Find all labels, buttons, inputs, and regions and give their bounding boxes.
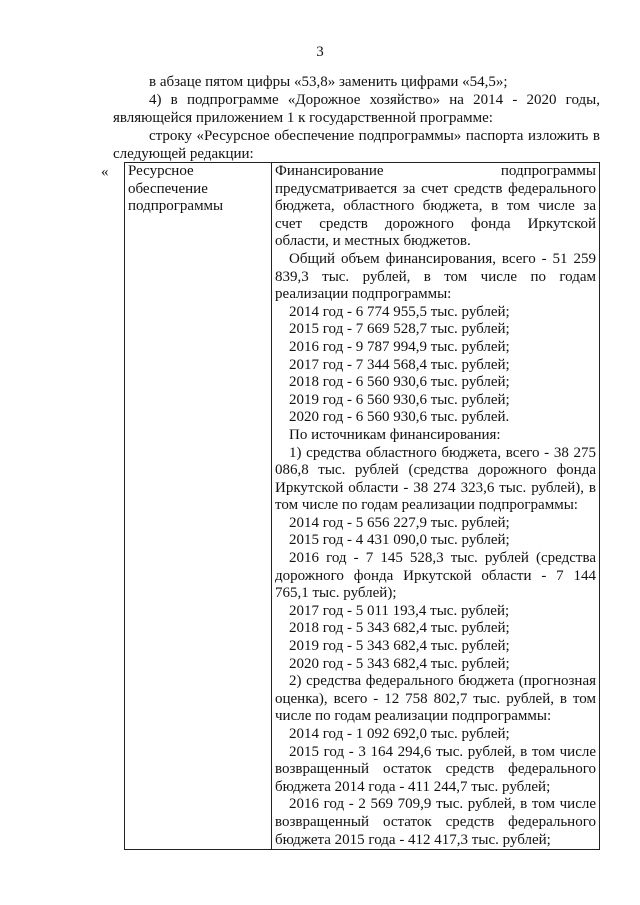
- table-row: [125, 163, 600, 850]
- content-line: 1) средства областного бюджета, всего - 38 275 086,8 тыс. рублей (средства дорожного фонда Иркутской области - 38 274 323,6 тыс. рублей), в том числе по годам реализации подпрограммы:: [275, 444, 596, 514]
- content-line: 2016 год - 2 569 709,9 тыс. рублей, в том числе возвращенный остаток средств федерального бюджета 2015 года - 412 417,3 тыс. рублей;: [275, 796, 596, 848]
- content-line: 2016 год - 7 145 528,3 тыс. рублей (средства дорожного фонда Иркутской области - 7 144 765,1 тыс. рублей);: [275, 550, 596, 602]
- content-line: 2015 год - 4 431 090,0 тыс. рублей;: [289, 532, 510, 549]
- content-line: 2) средства федерального бюджета (прогнозная оценка), всего - 12 758 802,7 тыс. рублей, в том числе по годам реализации подпрограммы:: [275, 673, 596, 725]
- content-line: 2018 год - 6 560 930,6 тыс. рублей;: [289, 374, 510, 391]
- content-line: 2014 год - 1 092 692,0 тыс. рублей;: [289, 726, 510, 742]
- content-line: 2017 год - 7 344 568,4 тыс. рублей;: [289, 356, 510, 373]
- resource-table: [124, 162, 600, 850]
- content-line: 2020 год - 5 343 682,4 тыс. рублей;: [289, 655, 510, 672]
- content-line: 2019 год - 5 343 682,4 тыс. рублей;: [289, 638, 510, 655]
- content-line: 2020 год - 6 560 930,6 тыс. рублей.: [289, 409, 510, 426]
- content-line: Общий объем финансирования, всего - 51 259 839,3 тыс. рублей, в том числе по годам реализации подпрограммы:: [275, 250, 596, 303]
- paragraph-1: в абзаце пятом цифры «53,8» заменить цифрами «54,5»;: [149, 74, 508, 90]
- content-line: 2014 год - 6 774 955,5 тыс. рублей;: [289, 303, 510, 320]
- content-line: 2017 год - 5 011 193,4 тыс. рублей;: [289, 602, 510, 619]
- content-line: По источникам финансирования:: [289, 426, 501, 443]
- content-line: 2019 год - 6 560 930,6 тыс. рублей;: [289, 391, 510, 408]
- row-content: [272, 163, 600, 850]
- content-line: 2016 год - 9 787 994,9 тыс. рублей;: [289, 338, 510, 355]
- paragraph-3: строку «Ресурсное обеспечение подпрограммы» паспорта изложить в следующей редакции:: [113, 128, 600, 162]
- content-line: 2014 год - 5 656 227,9 тыс. рублей;: [289, 514, 510, 531]
- open-quote: «: [101, 164, 109, 180]
- content-line: 2018 год - 5 343 682,4 тыс. рублей;: [289, 620, 510, 637]
- content-line: 2015 год - 3 164 294,6 тыс. рублей, в том числе возвращенный остаток средств федерального бюджета 2014 года - 411 244,7 тыс. рублей;: [275, 743, 596, 795]
- content-line: Финансирование подпрограммы предусматривается за счет средств федерального бюджета, областного бюджета, в том числе за счет средств дорожного фонда Иркутской области, и местных бюджетов.: [275, 163, 596, 250]
- row-label: Ресурсное обеспечение подпрограммы: [125, 163, 272, 850]
- content-line: 2015 год - 7 669 528,7 тыс. рублей;: [289, 321, 510, 338]
- paragraph-2: 4) в подпрограмме «Дорожное хозяйство» на 2014 - 2020 годы, являющейся приложением 1 к государственной программе:: [113, 92, 600, 126]
- page-number: 3: [316, 44, 324, 60]
